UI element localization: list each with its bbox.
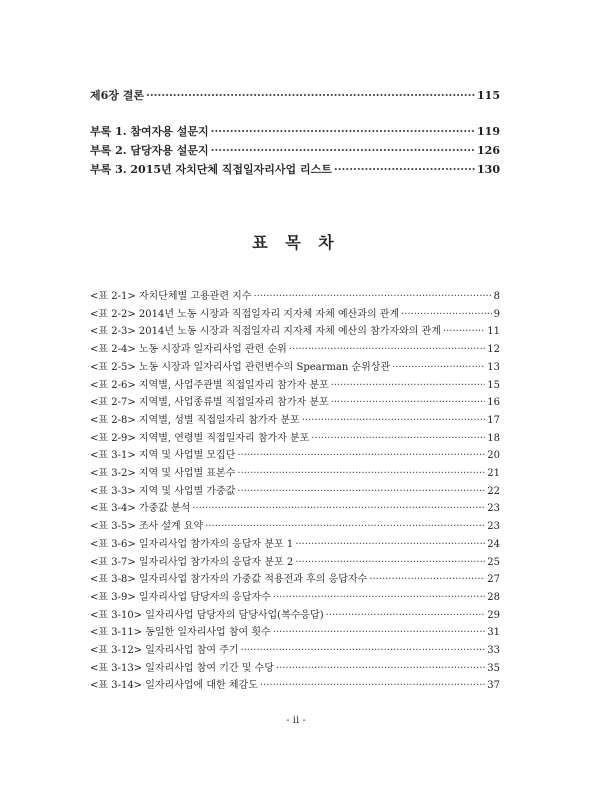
toc-entry-label: <표 3-10> 일자리사업 담당자의 담당사업(복수응답) [90,609,324,621]
toc-entry-label: <표 3-3> 지역 및 사업별 가중값 [90,485,236,497]
table-toc-entry[interactable] [90,553,500,568]
toc-entry-label: 제6장 결론 [90,89,144,102]
toc-entry-page: 9 [493,308,500,320]
dot-leader [146,89,475,102]
toc-entry-label: <표 2-9> 지역별, 연령별 직접일자리 참가자 분포 [90,432,310,444]
toc-entry-page: 27 [487,574,500,586]
toc-entry-label: <표 3-11> 동일한 일자리사업 참여 횟수 [90,627,271,639]
table-toc-entry[interactable] [90,535,500,550]
toc-entry-page: 24 [487,538,500,550]
toc-entry-label: <표 2-6> 지역별, 사업주관별 직접일자리 참가자 분포 [90,379,329,391]
toc-entry-page: 119 [477,125,500,138]
toc-entry-label: <표 3-5> 조사 설계 요약 [90,521,204,533]
toc-entry-page: 29 [487,609,500,621]
dot-leader [237,486,485,497]
toc-entry-page: 15 [487,379,500,391]
toc-entry-page: 115 [477,89,500,102]
dot-leader [401,309,492,320]
toc-entry-page: 31 [487,627,500,639]
toc-entry-label: <표 2-1> 자치단체별 고용관련 지수 [90,291,252,302]
table-toc-entry[interactable] [90,517,500,532]
dot-leader [311,433,485,444]
chapter-toc-entry[interactable] [90,87,500,103]
toc-entry-label: <표 2-7> 지역별, 사업종류별 직접일자리 참가자 분포 [90,397,329,409]
table-toc-entry[interactable] [90,376,500,391]
toc-entry-label: <표 3-8> 일자리사업 참가자의 가중값 적용전과 후의 응답자수 [90,574,368,586]
dot-leader [295,539,485,550]
toc-entry-page: 21 [487,468,500,479]
dot-leader [273,627,486,638]
dot-leader [211,144,475,157]
tables-toc-title: 표 목 차 [252,233,340,252]
dot-leader [273,592,485,603]
toc-entry-label: <표 2-3> 2014년 노동 시장과 직접일자리 지자체 자체 예산의 참가자와의 관계 [90,326,441,338]
toc-entry-page: 8 [493,291,500,302]
toc-entry-label: <표 3-1> 지역 및 사업별 모집단 [90,450,236,462]
toc-entry-page: 23 [487,521,500,533]
table-toc-entry[interactable] [90,464,500,479]
toc-entry-label: <표 3-2> 지역 및 사업별 표본수 [90,468,236,479]
dot-leader [241,645,486,656]
toc-entry-label: <표 2-5> 노동 시장과 일자리사업 관련변수의 Spearman 순위상관 [90,361,391,373]
dot-leader [326,610,486,621]
toc-entry-page: 28 [487,591,500,603]
table-toc-entry[interactable] [90,446,500,461]
toc-entry-label: <표 3-14> 일자리사업에 대한 체감도 [90,680,258,692]
dot-leader [276,663,485,674]
toc-entry-page: 18 [487,432,500,444]
appendix-toc-entry[interactable] [90,142,500,158]
table-toc-entry[interactable] [90,588,500,603]
toc-entry-page: 25 [487,556,500,568]
toc-entry-page: 126 [477,144,500,157]
toc-entry-label: <표 3-13> 일자리사업 참여 기간 및 수당 [90,662,274,674]
dot-leader [289,344,485,355]
table-toc-entry[interactable] [90,499,500,514]
toc-entry-label: <표 2-4> 노동 시장과 일자리사업 관련 순위 [90,344,287,356]
table-toc-entry[interactable] [90,340,500,355]
toc-entry-page: 20 [487,450,500,462]
toc-entry-label: <표 3-12> 일자리사업 참여 주기 [90,645,239,656]
dot-leader [334,163,475,176]
table-toc-entry[interactable] [90,659,500,674]
toc-entry-label: 부록 3. 2015년 자치단체 직접일자리사업 리스트 [90,163,332,176]
toc-entry-page: 22 [487,485,500,497]
toc-entry-label: 부록 1. 참여자용 설문지 [90,125,209,138]
table-toc-entry[interactable] [90,393,500,408]
dot-leader [443,326,485,337]
toc-entry-page: 16 [487,397,500,409]
table-toc-entry[interactable] [90,676,500,691]
toc-entry-page: 33 [487,645,500,656]
toc-entry-label: <표 3-9> 일자리사업 담당자의 응답자수 [90,591,271,603]
dot-leader [392,362,485,373]
appendix-toc-entry[interactable] [90,123,500,139]
page-footer: - ii - [286,715,306,726]
toc-entry-label: <표 2-2> 2014년 노동 시장과 직접일자리 지자체 자체 예산과의 관계 [90,308,400,320]
dot-leader [237,468,485,479]
toc-entry-page: 35 [487,662,500,674]
table-toc-entry[interactable] [90,411,500,426]
dot-leader [260,680,485,691]
toc-entry-label: 부록 2. 담당자용 설문지 [90,144,209,157]
dot-leader [295,557,485,568]
dot-leader [254,291,492,302]
dot-leader [205,521,485,532]
dot-leader [211,125,475,138]
dot-leader [302,415,486,426]
toc-entry-page: 130 [477,163,500,176]
table-toc-entry[interactable] [90,358,500,373]
table-toc-entry[interactable] [90,322,500,337]
table-toc-entry[interactable] [90,305,500,320]
toc-entry-label: <표 2-8> 지역별, 성별 직접일자리 참가자 분포 [90,414,300,426]
toc-entry-label: <표 3-4> 가중값 분석 [90,503,191,515]
toc-entry-page: 13 [487,361,500,373]
dot-leader [369,574,485,585]
table-toc-entry[interactable] [90,287,500,302]
table-toc-entry[interactable] [90,482,500,497]
toc-entry-page: 17 [487,414,500,426]
dot-leader [192,503,485,514]
dot-leader [237,450,485,461]
table-toc-entry[interactable] [90,641,500,656]
dot-leader [331,397,486,408]
table-toc-entry[interactable] [90,606,500,621]
toc-entry-page: 37 [487,680,500,692]
toc-entry-page: 12 [487,344,500,356]
toc-entry-label: <표 3-6> 일자리사업 참가자의 응답자 분포 1 [90,538,294,550]
table-toc-entry[interactable] [90,570,500,585]
toc-entry-label: <표 3-7> 일자리사업 참가자의 응답자 분포 2 [90,556,294,568]
table-toc-entry[interactable] [90,623,500,638]
table-toc-entry[interactable] [90,429,500,444]
dot-leader [331,380,486,391]
appendix-toc-entry[interactable] [90,161,500,177]
toc-entry-page: 23 [487,503,500,515]
toc-entry-page: 11 [487,326,500,338]
